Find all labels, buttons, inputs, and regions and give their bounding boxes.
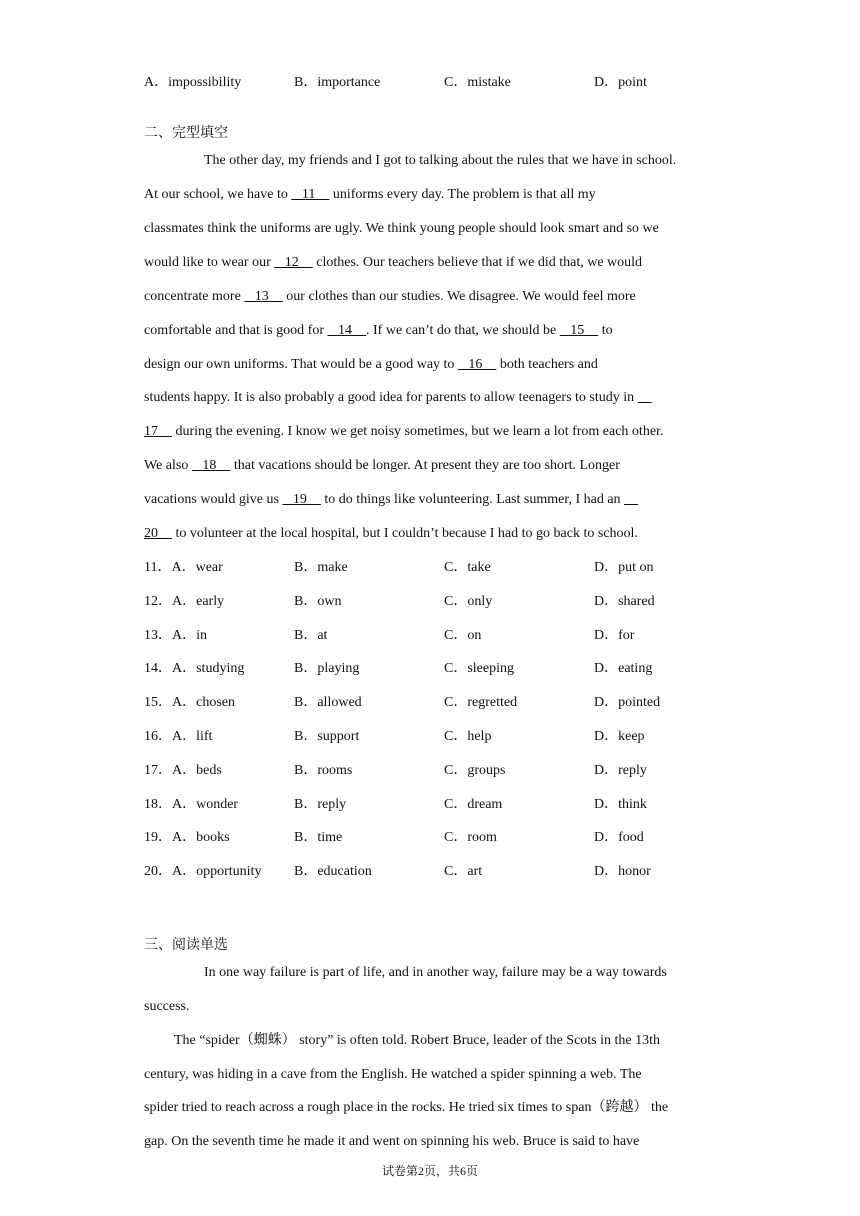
question-option-d: D．for	[594, 628, 635, 643]
option-a-text: A．beds	[172, 763, 222, 778]
question-option-d: D．shared	[594, 594, 655, 609]
question-option-d: D．reply	[594, 763, 647, 778]
question-option-b: B．at	[294, 628, 328, 643]
prev-question-options	[144, 73, 744, 93]
answer-blank: 16	[457, 357, 497, 372]
option-a-text: A．early	[172, 594, 225, 609]
passage-text: classmates think the uniforms are ugly. We think young people should look smart and so we	[144, 221, 659, 236]
question-option-d: D．pointed	[594, 695, 661, 710]
question-option-c: C．only	[444, 594, 493, 609]
question-row	[144, 693, 744, 713]
passage-text: . If we can’t do that, we should be	[366, 323, 560, 338]
option-d: D．point	[594, 75, 647, 90]
question-number: 15．	[144, 695, 172, 710]
question-option-a	[144, 761, 222, 781]
question-option-a	[144, 828, 230, 848]
question-number: 14．	[144, 661, 172, 676]
question-number: 11．	[144, 560, 172, 575]
question-row	[144, 659, 744, 679]
question-option-b: B．reply	[294, 797, 347, 812]
question-row	[144, 761, 744, 781]
option-a-text: A．in	[172, 628, 207, 643]
question-option-d: D．think	[594, 797, 647, 812]
passage-text: to do things like volunteering. Last summer, I had an	[320, 492, 625, 507]
question-option-b: B．allowed	[294, 695, 362, 710]
passage-text: clothes. Our teachers believe that if we did that, we would	[312, 255, 643, 270]
question-option-c: C．room	[444, 830, 497, 845]
answer-blank	[624, 492, 638, 507]
passage-text: At our school, we have to	[144, 187, 292, 202]
passage-line	[144, 422, 663, 442]
question-number: 12．	[144, 594, 172, 609]
answer-blank: 12	[274, 255, 313, 270]
passage-text: uniforms every day. The problem is that all my	[329, 187, 596, 202]
question-option-c: C．dream	[444, 797, 503, 812]
passage-text: comfortable and that is good for	[144, 323, 328, 338]
question-option-c: C．regretted	[444, 695, 518, 710]
answer-blank: 11	[291, 187, 330, 202]
answer-blank: 15	[559, 323, 599, 338]
option-a-text: A．books	[172, 830, 230, 845]
question-option-a	[144, 862, 261, 882]
passage-text: during the evening. I know we get noisy sometimes, but we learn a lot from each other.	[172, 424, 664, 439]
passage-line	[144, 490, 638, 510]
question-option-b: B．rooms	[294, 763, 353, 778]
question-number: 19．	[144, 830, 172, 845]
question-option-d: D．put on	[594, 560, 654, 575]
question-option-d: D．keep	[594, 729, 645, 744]
question-row	[144, 727, 744, 747]
passage-line	[204, 151, 676, 171]
question-option-b: B．education	[294, 864, 372, 879]
question-number: 16．	[144, 729, 172, 744]
answer-blank: 19	[282, 492, 321, 507]
passage-text: students happy. It is also probably a good idea for parents to allow teenagers to study in	[144, 390, 638, 405]
answer-blank: 17	[144, 424, 172, 439]
question-option-c: C．groups	[444, 763, 506, 778]
reading-line: In one way failure is part of life, and in another way, failure may be a way towards	[204, 965, 667, 980]
passage-line	[144, 287, 636, 307]
question-option-b: B．playing	[294, 661, 360, 676]
option-a-text: A．studying	[172, 661, 245, 676]
question-option-c: C．on	[444, 628, 482, 643]
question-row	[144, 862, 744, 882]
passage-text: to	[598, 323, 613, 338]
question-option-a	[144, 795, 238, 815]
option-c: C．mistake	[444, 75, 511, 90]
answer-blank: 14	[327, 323, 367, 338]
option-a-text: A．lift	[172, 729, 213, 744]
question-option-a	[144, 626, 207, 646]
reading-line: The “spider（蜘蛛） story” is often told. Robert Bruce, leader of the Scots in the 13th	[174, 1033, 661, 1048]
question-option-b: B．support	[294, 729, 360, 744]
passage-line	[144, 219, 659, 239]
reading-line: century, was hiding in a cave from the English. He watched a spider spinning a web. The	[144, 1067, 642, 1082]
option-b: B．importance	[294, 75, 381, 90]
reading-line: success.	[144, 999, 190, 1014]
question-row	[144, 626, 744, 646]
question-option-b: B．time	[294, 830, 343, 845]
passage-line	[144, 388, 652, 408]
passage-text: concentrate more	[144, 289, 245, 304]
question-option-b: B．make	[294, 560, 348, 575]
question-row	[144, 795, 744, 815]
passage-line	[144, 524, 638, 544]
passage-text: our clothes than our studies. We disagree. We would feel more	[282, 289, 636, 304]
passage-line	[144, 253, 642, 273]
question-option-c: C．help	[444, 729, 492, 744]
passage-text: vacations would give us	[144, 492, 283, 507]
passage-text: design our own uniforms. That would be a good way to	[144, 357, 458, 372]
answer-blank: 18	[191, 458, 231, 473]
option-a: A．impossibility	[144, 75, 242, 90]
answer-blank: 20	[144, 526, 172, 541]
passage-text: would like to wear our	[144, 255, 275, 270]
question-option-c: C．art	[444, 864, 483, 879]
passage-text: We also	[144, 458, 192, 473]
passage-text: that vacations should be longer. At present they are too short. Longer	[230, 458, 620, 473]
answer-blank: 13	[244, 289, 283, 304]
question-row	[144, 828, 744, 848]
question-number: 18．	[144, 797, 172, 812]
passage-line	[144, 456, 620, 476]
question-row	[144, 558, 744, 578]
option-a-text: A．wear	[171, 560, 223, 575]
option-a-text: A．opportunity	[172, 864, 262, 879]
passage-text: The other day, my friends and I got to talking about the rules that we have in school.	[204, 153, 677, 168]
question-number: 13．	[144, 628, 172, 643]
passage-text: to volunteer at the local hospital, but I couldn’t because I had to go back to school.	[172, 526, 638, 541]
question-option-a	[144, 693, 235, 713]
passage-text: both teachers and	[496, 357, 598, 372]
section-heading-reading: 三、阅读单选	[144, 937, 228, 953]
question-number: 20．	[144, 864, 172, 879]
passage-line	[144, 321, 613, 341]
question-option-d: D．honor	[594, 864, 651, 879]
question-option-a	[144, 592, 224, 612]
question-option-c: C．take	[444, 560, 491, 575]
option-a-text: A．wonder	[172, 797, 239, 812]
answer-blank	[638, 390, 652, 405]
reading-line: spider tried to reach across a rough place in the rocks. He tried six times to span（跨越） the	[144, 1100, 669, 1115]
option-a-text: A．chosen	[172, 695, 235, 710]
reading-line: gap. On the seventh time he made it and went on spinning his web. Bruce is said to have	[144, 1134, 640, 1149]
passage-line	[144, 185, 596, 205]
section-heading-cloze: 二、完型填空	[144, 125, 228, 141]
passage-line	[144, 355, 598, 375]
question-number: 17．	[144, 763, 172, 778]
question-option-a	[144, 659, 244, 679]
question-option-b: B．own	[294, 594, 342, 609]
question-option-d: D．food	[594, 830, 644, 845]
question-option-d: D．eating	[594, 661, 653, 676]
question-option-c: C．sleeping	[444, 661, 514, 676]
page-footer: 试卷第2页，共6页	[381, 1164, 478, 1178]
question-row	[144, 592, 744, 612]
question-option-a	[144, 558, 223, 578]
question-option-a	[144, 727, 212, 747]
